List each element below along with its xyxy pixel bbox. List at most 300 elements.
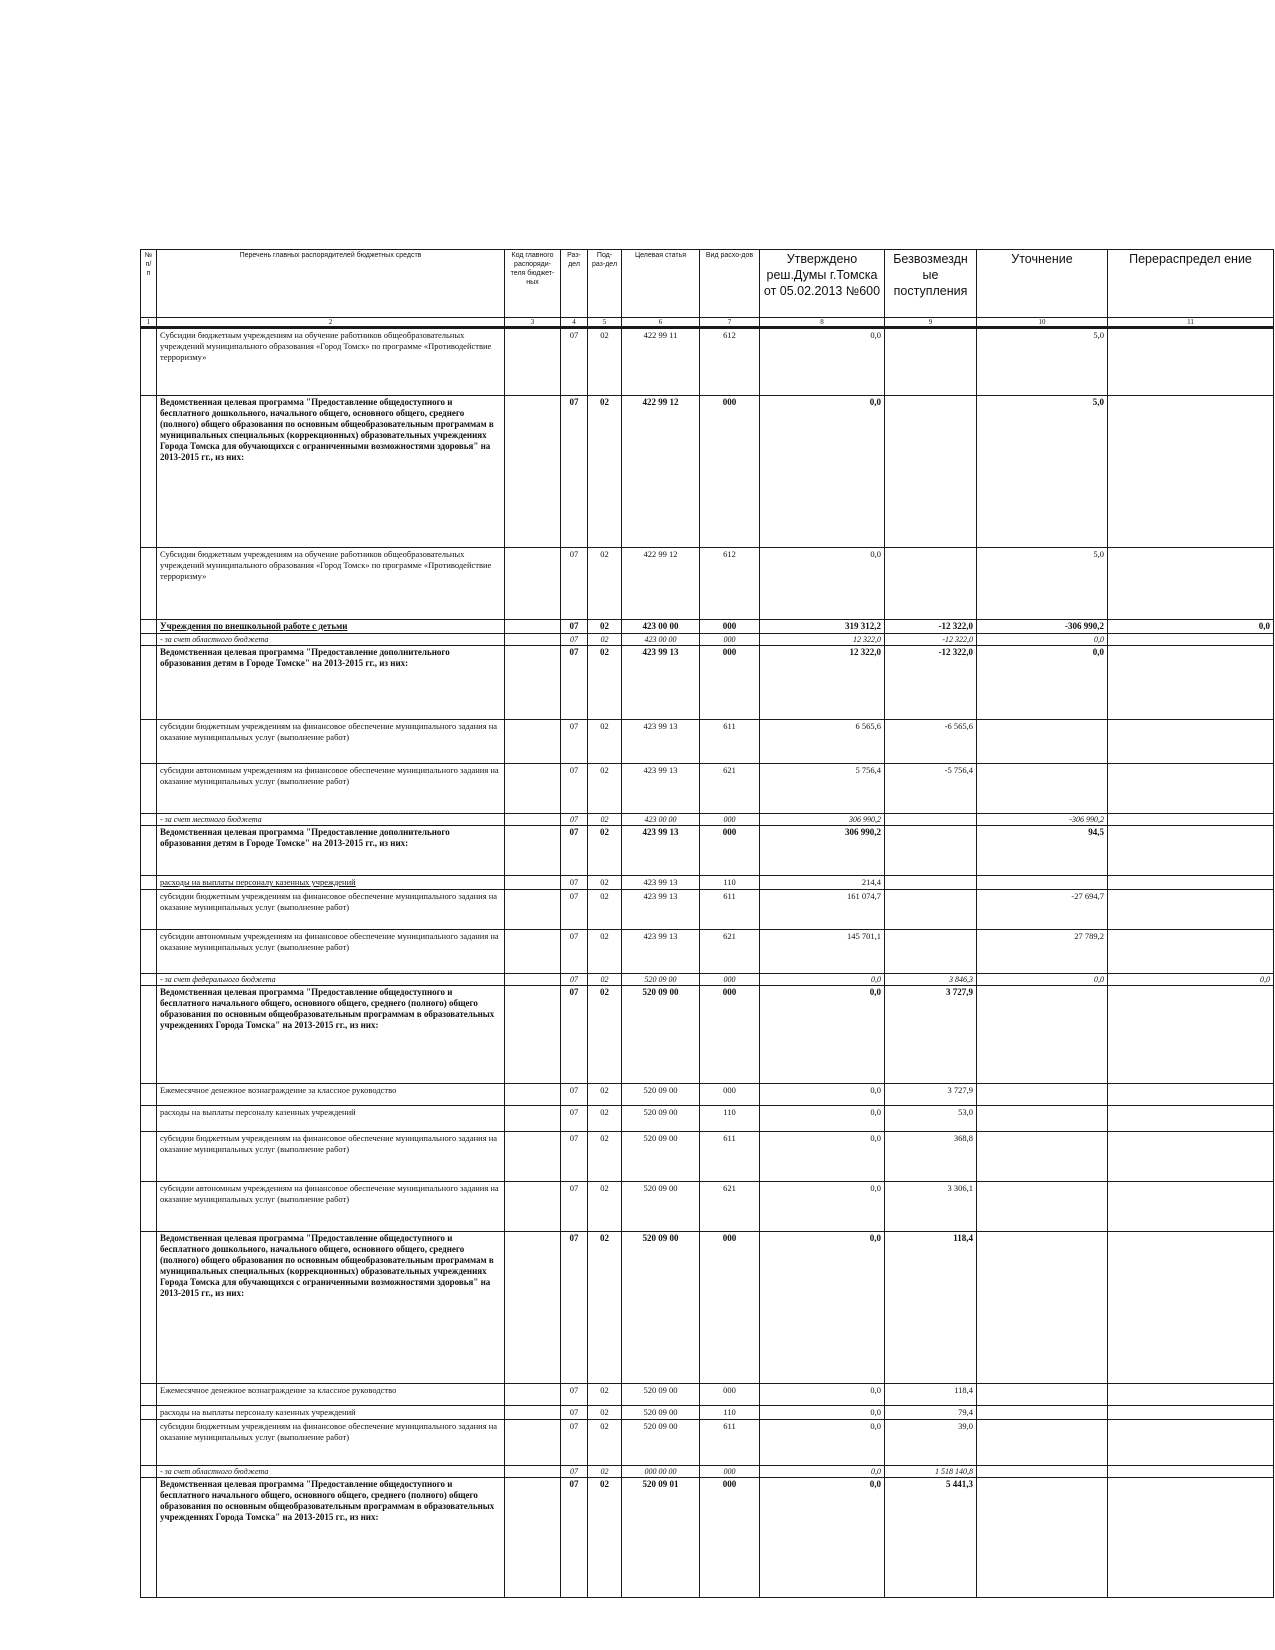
cell-redistribution — [1108, 826, 1274, 876]
cell-expense-type: 110 — [700, 1106, 760, 1132]
cell-num — [141, 1406, 157, 1420]
cell-target-article: 423 99 13 — [622, 876, 700, 890]
cell-free-receipts — [885, 548, 977, 620]
cell-clarification — [977, 1106, 1108, 1132]
cell-razdel: 07 — [561, 1106, 588, 1132]
cell-razdel: 07 — [561, 1232, 588, 1384]
cell-approved: 306 990,2 — [760, 814, 885, 826]
cell-redistribution — [1108, 548, 1274, 620]
col-vr-header: Вид расхо-дов — [700, 250, 760, 318]
cell-clarification: -306 990,2 — [977, 814, 1108, 826]
colnum: 1 — [141, 318, 157, 328]
cell-kod — [505, 930, 561, 974]
cell-target-article: 000 00 00 — [622, 1466, 700, 1478]
table-row — [141, 634, 1274, 646]
cell-target-article: 520 09 00 — [622, 1132, 700, 1182]
cell-free-receipts: -12 322,0 — [885, 634, 977, 646]
cell-redistribution — [1108, 764, 1274, 814]
cell-redistribution — [1108, 1182, 1274, 1232]
cell-expense-type: 612 — [700, 548, 760, 620]
cell-clarification: 5,0 — [977, 328, 1108, 396]
col-approved-header: Утверждено реш.Думы г.Томска от 05.02.2013 №600 — [760, 250, 885, 318]
cell-redistribution — [1108, 646, 1274, 720]
cell-num — [141, 1132, 157, 1182]
table-row — [141, 328, 1274, 396]
cell-redistribution: 0,0 — [1108, 620, 1274, 634]
cell-podrazdel: 02 — [588, 876, 622, 890]
cell-kod — [505, 1182, 561, 1232]
cell-redistribution — [1108, 890, 1274, 930]
cell-expense-type: 612 — [700, 328, 760, 396]
cell-expense-type: 000 — [700, 1084, 760, 1106]
cell-kod — [505, 720, 561, 764]
cell-kod — [505, 328, 561, 396]
cell-target-article: 423 00 00 — [622, 620, 700, 634]
cell-name: субсидии автономным учреждениям на финансовое обеспечение муниципального задания на оказание муниципальных услуг (выполнение работ) — [157, 1182, 505, 1232]
cell-redistribution — [1108, 634, 1274, 646]
cell-expense-type: 000 — [700, 814, 760, 826]
cell-razdel: 07 — [561, 328, 588, 396]
table-row — [141, 1182, 1274, 1232]
cell-razdel: 07 — [561, 930, 588, 974]
cell-razdel: 07 — [561, 620, 588, 634]
cell-razdel: 07 — [561, 1406, 588, 1420]
cell-free-receipts: 5 441,3 — [885, 1478, 977, 1598]
cell-podrazdel: 02 — [588, 814, 622, 826]
cell-kod — [505, 1466, 561, 1478]
table-row — [141, 974, 1274, 986]
cell-redistribution — [1108, 814, 1274, 826]
table-row — [141, 548, 1274, 620]
table-row — [141, 764, 1274, 814]
table-row — [141, 646, 1274, 720]
cell-expense-type: 000 — [700, 634, 760, 646]
cell-name: Ведомственная целевая программа "Предоставление дополнительного образования детям в Городе Томске" на 2013-2015 гг., из них: — [157, 646, 505, 720]
cell-kod — [505, 1478, 561, 1598]
cell-approved: 12 322,0 — [760, 634, 885, 646]
cell-podrazdel: 02 — [588, 1106, 622, 1132]
col-redistribution-header: Перераспредел ение — [1108, 250, 1274, 318]
cell-free-receipts: -5 756,4 — [885, 764, 977, 814]
cell-target-article: 423 99 13 — [622, 720, 700, 764]
cell-clarification — [977, 1420, 1108, 1466]
cell-razdel: 07 — [561, 826, 588, 876]
cell-razdel: 07 — [561, 974, 588, 986]
col-free-header: Безвозмездн ые поступления — [885, 250, 977, 318]
cell-clarification: 27 789,2 — [977, 930, 1108, 974]
col-cs-header: Целевая статья — [622, 250, 700, 318]
cell-redistribution — [1108, 328, 1274, 396]
cell-target-article: 423 99 13 — [622, 930, 700, 974]
cell-name: расходы на выплаты персоналу казенных учреждений — [157, 876, 505, 890]
cell-free-receipts — [885, 826, 977, 876]
colnum: 6 — [622, 318, 700, 328]
cell-name: субсидии бюджетным учреждениям на финансовое обеспечение муниципального задания на оказание муниципальных услуг (выполнение работ) — [157, 720, 505, 764]
cell-free-receipts: 3 727,9 — [885, 986, 977, 1084]
cell-redistribution — [1108, 930, 1274, 974]
cell-num — [141, 826, 157, 876]
cell-expense-type: 000 — [700, 1478, 760, 1598]
cell-approved: 0,0 — [760, 1420, 885, 1466]
cell-num — [141, 1232, 157, 1384]
table-row — [141, 620, 1274, 634]
cell-name: субсидии бюджетным учреждениям на финансовое обеспечение муниципального задания на оказание муниципальных услуг (выполнение работ) — [157, 1132, 505, 1182]
cell-podrazdel: 02 — [588, 1406, 622, 1420]
cell-razdel: 07 — [561, 1182, 588, 1232]
cell-approved: 0,0 — [760, 1084, 885, 1106]
cell-free-receipts: -6 565,6 — [885, 720, 977, 764]
cell-expense-type: 621 — [700, 764, 760, 814]
cell-redistribution — [1108, 986, 1274, 1084]
cell-approved: 12 322,0 — [760, 646, 885, 720]
cell-approved: 0,0 — [760, 1232, 885, 1384]
cell-expense-type: 611 — [700, 1420, 760, 1466]
colnum: 9 — [885, 318, 977, 328]
cell-kod — [505, 1084, 561, 1106]
cell-approved: 0,0 — [760, 1182, 885, 1232]
table-body — [141, 328, 1274, 1598]
colnum: 11 — [1108, 318, 1274, 328]
table-row — [141, 876, 1274, 890]
col-clarification-header: Уточнение — [977, 250, 1108, 318]
cell-approved: 0,0 — [760, 1106, 885, 1132]
cell-kod — [505, 1106, 561, 1132]
cell-razdel: 07 — [561, 396, 588, 548]
cell-name: Субсидии бюджетным учреждениям на обучение работников общеобразовательных учреждений муниципального образования «Город Томск» по программе «Противодействие терроризму» — [157, 548, 505, 620]
cell-razdel: 07 — [561, 720, 588, 764]
table-row — [141, 986, 1274, 1084]
cell-redistribution — [1108, 1420, 1274, 1466]
table-row — [141, 1132, 1274, 1182]
cell-podrazdel: 02 — [588, 1132, 622, 1182]
cell-redistribution — [1108, 876, 1274, 890]
cell-name: - за счет областного бюджета — [157, 634, 505, 646]
cell-kod — [505, 1384, 561, 1406]
cell-free-receipts — [885, 890, 977, 930]
cell-podrazdel: 02 — [588, 1420, 622, 1466]
cell-razdel: 07 — [561, 1478, 588, 1598]
cell-target-article: 520 09 00 — [622, 1232, 700, 1384]
cell-clarification — [977, 1232, 1108, 1384]
cell-target-article: 520 09 00 — [622, 1084, 700, 1106]
cell-podrazdel: 02 — [588, 890, 622, 930]
cell-clarification — [977, 876, 1108, 890]
cell-approved: 306 990,2 — [760, 826, 885, 876]
cell-free-receipts — [885, 930, 977, 974]
cell-kod — [505, 620, 561, 634]
cell-expense-type: 611 — [700, 890, 760, 930]
cell-expense-type: 000 — [700, 1232, 760, 1384]
table-row — [141, 1232, 1274, 1384]
table-row — [141, 1384, 1274, 1406]
cell-target-article: 423 99 13 — [622, 890, 700, 930]
cell-name: - за счет федерального бюджета — [157, 974, 505, 986]
cell-clarification — [977, 1384, 1108, 1406]
cell-num — [141, 876, 157, 890]
budget-table — [140, 249, 1274, 1598]
cell-podrazdel: 02 — [588, 328, 622, 396]
cell-podrazdel: 02 — [588, 974, 622, 986]
cell-kod — [505, 1132, 561, 1182]
cell-target-article: 423 00 00 — [622, 634, 700, 646]
colnum: 8 — [760, 318, 885, 328]
cell-kod — [505, 986, 561, 1084]
cell-kod — [505, 1420, 561, 1466]
cell-podrazdel: 02 — [588, 826, 622, 876]
cell-expense-type: 110 — [700, 876, 760, 890]
cell-clarification — [977, 1466, 1108, 1478]
cell-podrazdel: 02 — [588, 548, 622, 620]
cell-name: субсидии бюджетным учреждениям на финансовое обеспечение муниципального задания на оказание муниципальных услуг (выполнение работ) — [157, 1420, 505, 1466]
cell-clarification: 0,0 — [977, 646, 1108, 720]
cell-razdel: 07 — [561, 634, 588, 646]
cell-podrazdel: 02 — [588, 764, 622, 814]
cell-expense-type: 000 — [700, 1466, 760, 1478]
col-name-header: Перечень главных распорядителей бюджетных средств — [157, 250, 505, 318]
cell-num — [141, 720, 157, 764]
cell-free-receipts: 1 518 140,8 — [885, 1466, 977, 1478]
cell-free-receipts: 3 306,1 — [885, 1182, 977, 1232]
cell-expense-type: 611 — [700, 1132, 760, 1182]
cell-approved: 0,0 — [760, 1406, 885, 1420]
cell-redistribution — [1108, 1232, 1274, 1384]
cell-razdel: 07 — [561, 986, 588, 1084]
cell-free-receipts: 368,8 — [885, 1132, 977, 1182]
cell-expense-type: 110 — [700, 1406, 760, 1420]
cell-expense-type: 000 — [700, 974, 760, 986]
cell-target-article: 422 99 12 — [622, 396, 700, 548]
cell-podrazdel: 02 — [588, 720, 622, 764]
cell-num — [141, 974, 157, 986]
cell-razdel: 07 — [561, 1466, 588, 1478]
cell-expense-type: 000 — [700, 1384, 760, 1406]
cell-clarification — [977, 720, 1108, 764]
cell-num — [141, 646, 157, 720]
cell-redistribution — [1108, 1132, 1274, 1182]
cell-razdel: 07 — [561, 646, 588, 720]
cell-razdel: 07 — [561, 1084, 588, 1106]
cell-free-receipts: 118,4 — [885, 1232, 977, 1384]
cell-num — [141, 890, 157, 930]
cell-approved: 0,0 — [760, 396, 885, 548]
cell-podrazdel: 02 — [588, 986, 622, 1084]
cell-name: Ежемесячное денежное вознаграждение за классное руководство — [157, 1084, 505, 1106]
cell-expense-type: 000 — [700, 646, 760, 720]
cell-expense-type: 621 — [700, 1182, 760, 1232]
cell-name: Ведомственная целевая программа "Предоставление общедоступного и бесплатного дошкольного, начального общего, основного общего, среднего (полного) общего образования по основным общеобразовательным программам в муниципальных специальных (коррекционных) образовательных учреждениях Города Томска для обучающихся с ограниченными возможностями здоровья" на 2013-2015 гг., из них: — [157, 396, 505, 548]
cell-num — [141, 328, 157, 396]
colnum: 3 — [505, 318, 561, 328]
cell-razdel: 07 — [561, 764, 588, 814]
cell-expense-type: 000 — [700, 620, 760, 634]
cell-approved: 0,0 — [760, 1384, 885, 1406]
table-row — [141, 1106, 1274, 1132]
cell-free-receipts: -12 322,0 — [885, 646, 977, 720]
cell-num — [141, 1384, 157, 1406]
colnum: 5 — [588, 318, 622, 328]
cell-num — [141, 986, 157, 1084]
cell-approved: 5 756,4 — [760, 764, 885, 814]
cell-razdel: 07 — [561, 876, 588, 890]
cell-redistribution — [1108, 1106, 1274, 1132]
cell-razdel: 07 — [561, 814, 588, 826]
cell-num — [141, 620, 157, 634]
cell-target-article: 520 09 01 — [622, 1478, 700, 1598]
cell-podrazdel: 02 — [588, 1232, 622, 1384]
cell-approved: 0,0 — [760, 1132, 885, 1182]
cell-expense-type: 000 — [700, 826, 760, 876]
cell-clarification: 0,0 — [977, 974, 1108, 986]
table-row — [141, 1466, 1274, 1478]
cell-kod — [505, 548, 561, 620]
cell-target-article: 520 09 00 — [622, 1182, 700, 1232]
cell-free-receipts: 118,4 — [885, 1384, 977, 1406]
cell-kod — [505, 1232, 561, 1384]
header-row — [141, 250, 1274, 318]
cell-podrazdel: 02 — [588, 1384, 622, 1406]
cell-free-receipts — [885, 876, 977, 890]
cell-free-receipts: 79,4 — [885, 1406, 977, 1420]
cell-free-receipts — [885, 396, 977, 548]
cell-podrazdel: 02 — [588, 1084, 622, 1106]
table-row — [141, 1406, 1274, 1420]
cell-target-article: 422 99 12 — [622, 548, 700, 620]
cell-target-article: 520 09 00 — [622, 1406, 700, 1420]
cell-approved: 214,4 — [760, 876, 885, 890]
cell-num — [141, 814, 157, 826]
cell-num — [141, 1478, 157, 1598]
colnum: 7 — [700, 318, 760, 328]
cell-target-article: 423 00 00 — [622, 814, 700, 826]
table-row — [141, 396, 1274, 548]
cell-free-receipts: 3 727,9 — [885, 1084, 977, 1106]
table-row — [141, 814, 1274, 826]
cell-num — [141, 1420, 157, 1466]
cell-approved: 0,0 — [760, 1466, 885, 1478]
cell-num — [141, 1182, 157, 1232]
cell-podrazdel: 02 — [588, 620, 622, 634]
cell-redistribution — [1108, 1406, 1274, 1420]
cell-name: Ежемесячное денежное вознаграждение за классное руководство — [157, 1384, 505, 1406]
cell-expense-type: 611 — [700, 720, 760, 764]
cell-target-article: 520 09 00 — [622, 974, 700, 986]
cell-name: Ведомственная целевая программа "Предоставление общедоступного и бесплатного начального общего, основного общего, среднего (полного) общего образования по основным общеобразовательным программам в образовательных учреждениях Города Томска" на 2013-2015 гг., из них: — [157, 1478, 505, 1598]
cell-approved: 0,0 — [760, 974, 885, 986]
cell-approved: 6 565,6 — [760, 720, 885, 764]
cell-target-article: 423 99 13 — [622, 764, 700, 814]
cell-name: Ведомственная целевая программа "Предоставление общедоступного и бесплатного дошкольного, начального общего, основного общего, среднего (полного) общего образования по основным общеобразовательным программам в муниципальных специальных (коррекционных) образовательных учреждениях Города Томска для обучающихся с ограниченными возможностями здоровья" на 2013-2015 гг., из них: — [157, 1232, 505, 1384]
cell-clarification: 5,0 — [977, 548, 1108, 620]
cell-clarification: 0,0 — [977, 634, 1108, 646]
cell-kod — [505, 890, 561, 930]
cell-name: Субсидии бюджетным учреждениям на обучение работников общеобразовательных учреждений муниципального образования «Город Томск» по программе «Противодействие терроризму» — [157, 328, 505, 396]
cell-razdel: 07 — [561, 890, 588, 930]
cell-clarification: 94,5 — [977, 826, 1108, 876]
cell-redistribution — [1108, 1466, 1274, 1478]
cell-free-receipts: 39,0 — [885, 1420, 977, 1466]
cell-clarification — [977, 764, 1108, 814]
cell-clarification — [977, 986, 1108, 1084]
cell-approved: 161 074,7 — [760, 890, 885, 930]
cell-podrazdel: 02 — [588, 646, 622, 720]
cell-clarification: -306 990,2 — [977, 620, 1108, 634]
cell-num — [141, 930, 157, 974]
cell-free-receipts — [885, 814, 977, 826]
colnum: 2 — [157, 318, 505, 328]
cell-kod — [505, 1406, 561, 1420]
cell-name: субсидии автономным учреждениям на финансовое обеспечение муниципального задания на оказание муниципальных услуг (выполнение работ) — [157, 764, 505, 814]
col-razdel-header: Раз-дел — [561, 250, 588, 318]
cell-num — [141, 548, 157, 620]
cell-approved: 0,0 — [760, 328, 885, 396]
cell-kod — [505, 826, 561, 876]
colnum: 4 — [561, 318, 588, 328]
cell-name: - за счет областного бюджета — [157, 1466, 505, 1478]
cell-redistribution — [1108, 1084, 1274, 1106]
cell-name: Ведомственная целевая программа "Предоставление общедоступного и бесплатного начального общего, основного общего, среднего (полного) общего образования по основным общеобразовательным программам в образовательных учреждениях Города Томска" на 2013-2015 гг., из них: — [157, 986, 505, 1084]
cell-razdel: 07 — [561, 1420, 588, 1466]
cell-num — [141, 634, 157, 646]
cell-podrazdel: 02 — [588, 1478, 622, 1598]
cell-redistribution — [1108, 396, 1274, 548]
cell-kod — [505, 876, 561, 890]
cell-redistribution — [1108, 720, 1274, 764]
cell-target-article: 520 09 00 — [622, 1384, 700, 1406]
cell-clarification: -27 694,7 — [977, 890, 1108, 930]
col-num-header: № п/п — [141, 250, 157, 318]
cell-num — [141, 764, 157, 814]
cell-podrazdel: 02 — [588, 634, 622, 646]
cell-clarification — [977, 1084, 1108, 1106]
cell-name: Учреждения по внешкольной работе с детьми — [157, 620, 505, 634]
cell-approved: 0,0 — [760, 548, 885, 620]
cell-free-receipts: -12 322,0 — [885, 620, 977, 634]
cell-expense-type: 000 — [700, 986, 760, 1084]
table-row — [141, 720, 1274, 764]
cell-podrazdel: 02 — [588, 1182, 622, 1232]
budget-sheet — [140, 249, 1275, 1650]
cell-approved: 0,0 — [760, 1478, 885, 1598]
cell-kod — [505, 396, 561, 548]
cell-num — [141, 1106, 157, 1132]
cell-clarification — [977, 1406, 1108, 1420]
cell-redistribution: 0,0 — [1108, 974, 1274, 986]
cell-clarification — [977, 1132, 1108, 1182]
cell-razdel: 07 — [561, 1132, 588, 1182]
cell-approved: 145 701,1 — [760, 930, 885, 974]
cell-podrazdel: 02 — [588, 1466, 622, 1478]
col-podrazdel-header: Под-раз-дел — [588, 250, 622, 318]
table-row — [141, 930, 1274, 974]
cell-num — [141, 1466, 157, 1478]
cell-kod — [505, 974, 561, 986]
cell-kod — [505, 646, 561, 720]
cell-target-article: 520 09 00 — [622, 1420, 700, 1466]
cell-target-article: 423 99 13 — [622, 826, 700, 876]
cell-num — [141, 1084, 157, 1106]
cell-redistribution — [1108, 1478, 1274, 1598]
cell-kod — [505, 764, 561, 814]
cell-name: субсидии автономным учреждениям на финансовое обеспечение муниципального задания на оказание муниципальных услуг (выполнение работ) — [157, 930, 505, 974]
cell-approved: 319 312,2 — [760, 620, 885, 634]
cell-razdel: 07 — [561, 548, 588, 620]
cell-free-receipts — [885, 328, 977, 396]
cell-name: субсидии бюджетным учреждениям на финансовое обеспечение муниципального задания на оказание муниципальных услуг (выполнение работ) — [157, 890, 505, 930]
cell-name: - за счет местного бюджета — [157, 814, 505, 826]
cell-kod — [505, 814, 561, 826]
colnum: 10 — [977, 318, 1108, 328]
cell-kod — [505, 634, 561, 646]
